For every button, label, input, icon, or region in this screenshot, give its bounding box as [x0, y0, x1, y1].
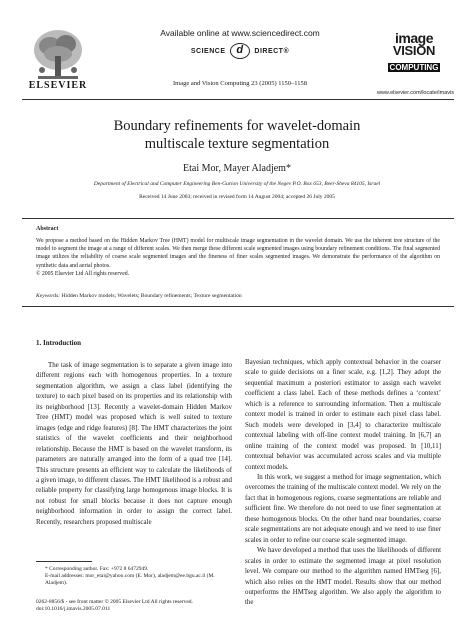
section-heading-introduction: 1. Introduction [36, 339, 81, 347]
journal-citation: Image and Vision Computing 23 (2005) 1150–1158 [172, 80, 308, 87]
abstract-copyright: © 2005 Elsevier Ltd All rights reserved. [36, 270, 130, 277]
intro-paragraph-4: We have developed a method that uses the likelihoods of different scales in order to estimate the segmented image at pixel resolution level. We compare our method to the algorithm named HMTseg [6], which also relies on the HMT model. Results show that our method outperforms the HMTseg algorithm. We also apply the algorithm to the [245, 547, 441, 607]
keywords-label: Keywords: [36, 293, 61, 299]
available-online-link[interactable]: Available online at www.sciencedirect.com [160, 28, 320, 38]
keywords [36, 293, 440, 299]
intro-paragraph-1: The task of image segmentation is to separate a given image into different regions each with homogenous properties. In a texture segmentation algorithm, we assign a class label (identifying the texture) to each pixel based on its properties and its relationship with its neighborhood [13]. Recently a wavelet-domain Hidden Markov Tree (HMT) model was proposed which is well suited to texture images (edge and ridge features) [8]. The HMT characterizes the joint statistics of the wavelet coefficients and their neighborhood relationship. Because the HMT is based on the wavelet transform, its parameters are naturally arranged into the form of a quad tree [14]. This structure presents an efficient way to calculate the likelihoods of a given image, to different classes. The HMT likelihood is a robust and reliable property for classifying large homogenous image blocks. It is not robust for small blocks because it does not capture enough neighborhood information in order to assign the correct label. Recently, researchers proposed multiscale [36, 362, 232, 526]
journal-logo-line2: VISION [392, 43, 436, 59]
email-addresses[interactable]: E-mail addresses: mor_etai@yahoo.com (E. Mor), aladjem@ee.bgu.ac.il (M. Aladjem). [45, 573, 215, 587]
journal-logo-line3: COMPUTING [389, 62, 439, 72]
issn-line: 0262-8856/$ - see front matter © 2005 Elsevier Ltd All rights reserved. [36, 599, 193, 605]
right-column [245, 358, 441, 609]
received-dates: Received 14 June 2003; received in revised form 14 August 2004; accepted 26 July 2005 [139, 194, 335, 200]
abstract-heading: Abstract [36, 226, 59, 232]
intro-paragraph-2: Bayesian techniques, which apply contextual behavior in the coarser scale to guide decisions on a finer scale, e.g. [1,2]. They adopt the sequential maximum a posteriori estimator to assign each wavelet coefficient a class label. Each of these methods defines a ‘context’ which is a reference to surrounding information. Then a multiscale context model is trained in order to estimate each pixel class label. Such models were developed in [3,4] to characterize multiscale contextual labeling with off-line context model training. In [6,7] an online training of the context model was proposed. In [10,11] contextual behavior was accumulated across scales and via multiple context models. [245, 359, 441, 471]
footnote-rule [36, 561, 92, 562]
abstract-bottom-divider [22, 306, 454, 307]
corresponding-author-note: * Corresponding author. Fax: +972 8 6472949. [45, 566, 149, 572]
publisher-name: ELSEVIER [28, 80, 88, 91]
sd-at-icon: d [230, 43, 250, 59]
journal-logo [380, 32, 448, 73]
article-title [60, 117, 414, 153]
sciencedirect-logo[interactable] [150, 43, 330, 59]
abstract-body [36, 237, 440, 278]
keywords-list: Hidden Markov models; Wavelets; Boundary refinements; Texture segmentation [61, 293, 242, 299]
sd-right: DIRECT® [254, 47, 290, 55]
footnote [36, 566, 232, 588]
title-line-2: multiscale texture segmentation [144, 136, 330, 152]
intro-paragraph-3: In this work, we suggest a method for image segmentation, which overcomes the training of the multiscale context model. We rely on the fact that in homogenous regions, coarse segmentations are reliable and sufficient fine. We therefore do not need to use finer segmentation at these homogenous blocks. On the other hand near boundaries, coarse scale segmentations are not adequate enough and we need to use finer scales in order to refine our coarse scale segmented image. [245, 473, 441, 544]
left-column [36, 361, 232, 528]
elsevier-tree-logo [28, 26, 88, 84]
title-line-1: Boundary refinements for wavelet-domain [113, 118, 361, 134]
abstract-text: We propose a method based on the Hidden Markov Tree (HMT) model for multiscale image segmentation in the wavelet domain. We use the inherent tree structure of the model to segment the image at a range of different scales. We then merge these different scale segmented images using boundary refinement conditions. The final segmented image utilizes the reliability of coarse scale segmented images and the fineness of finer scales segmented images. We demonstrate the performance of the algorithm on synthetic data and aerial photos. [36, 238, 440, 269]
doi-line[interactable]: doi:10.1016/j.imavis.2005.07.011 [36, 606, 111, 613]
abstract-top-divider [22, 218, 454, 219]
header-divider [22, 99, 454, 100]
authors: Etai Mor, Mayer Aladjem* [183, 163, 291, 174]
journal-url-link[interactable]: www.elsevier.com/locate/imavis [376, 90, 454, 96]
affiliation: Department of Electrical and Computer Engineering Ben-Gurion University of the Negev P.O. Box 653, Beer-Sheva 84105, Israel [93, 181, 381, 187]
publication-info [36, 599, 232, 613]
journal-logo-line1: image [395, 30, 433, 46]
sd-left: SCIENCE [190, 47, 226, 55]
